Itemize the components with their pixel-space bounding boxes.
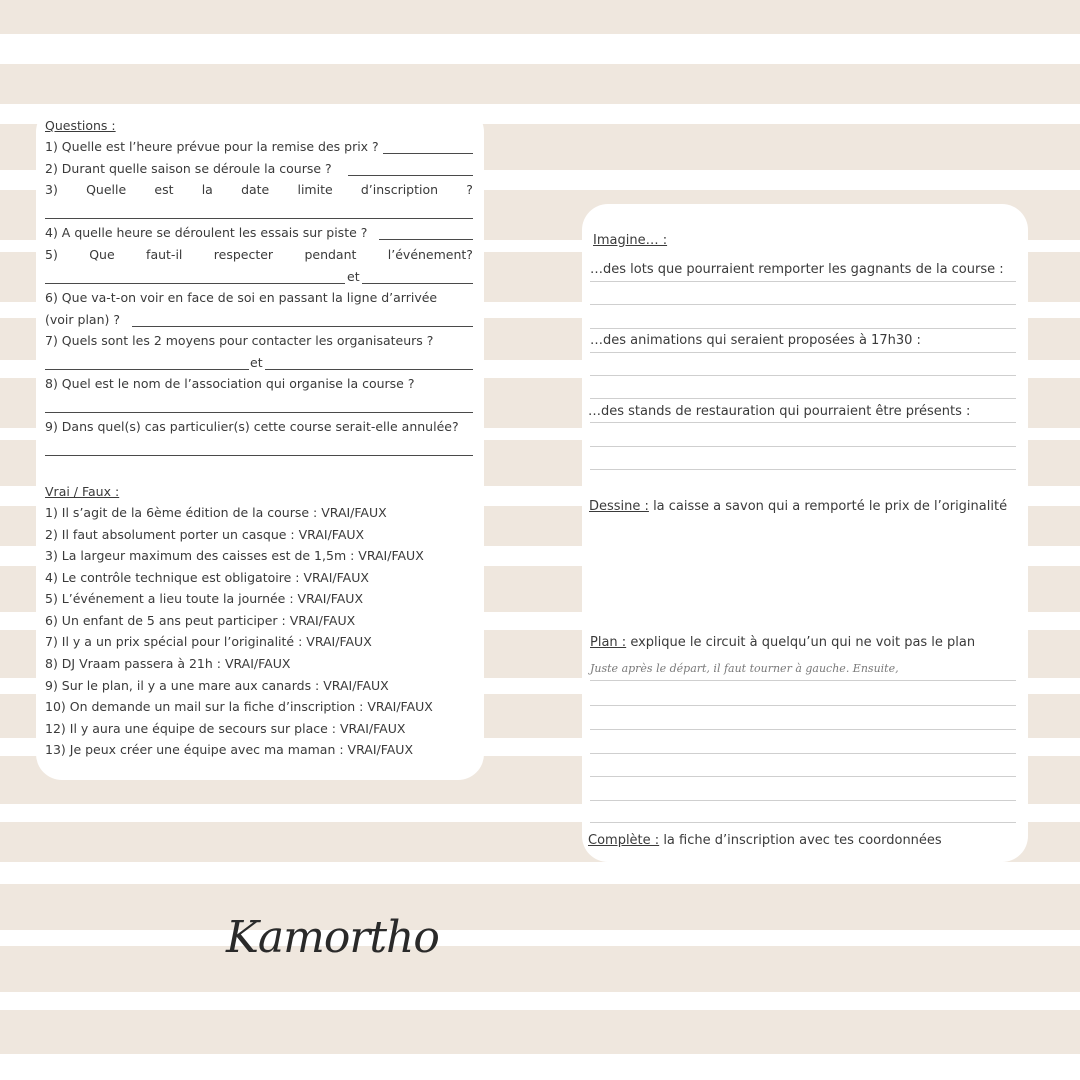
vrai-faux-item: 8) DJ Vraam passera à 21h : VRAI/FAUX xyxy=(45,656,291,671)
imagine-prompt-lots: …des lots que pourraient remporter les gagnants de la course : xyxy=(590,262,1004,277)
drawing-area[interactable] xyxy=(590,520,1016,620)
answer-line[interactable] xyxy=(45,369,249,370)
answer-line[interactable] xyxy=(45,218,473,219)
question-8: 8) Quel est le nom de l’association qui organise la course ? xyxy=(45,376,415,391)
vrai-faux-item: 13) Je peux créer une équipe avec ma maman : VRAI/FAUX xyxy=(45,742,414,757)
stripe xyxy=(0,884,1080,930)
complete-instruction xyxy=(588,833,942,849)
vrai-faux-item: 5) L’événement a lieu toute la journée : VRAI/FAUX xyxy=(45,591,364,606)
writing-line[interactable] xyxy=(590,800,1016,801)
question-7: 7) Quels sont les 2 moyens pour contacter les organisateurs ? xyxy=(45,333,434,348)
answer-line[interactable] xyxy=(265,369,473,370)
vrai-faux-item: 12) Il y aura une équipe de secours sur place : VRAI/FAUX xyxy=(45,721,406,736)
writing-line[interactable] xyxy=(590,705,1016,706)
vrai-faux-item: 2) Il faut absolument porter un casque : VRAI/FAUX xyxy=(45,527,365,542)
writing-line[interactable] xyxy=(590,469,1016,470)
writing-line[interactable] xyxy=(590,446,1016,447)
answer-line[interactable] xyxy=(45,412,473,413)
answer-line[interactable] xyxy=(379,239,473,240)
imagine-heading: Imagine… : xyxy=(593,233,668,248)
vrai-faux-item: 9) Sur le plan, il y a une mare aux canards : VRAI/FAUX xyxy=(45,678,389,693)
answer-line[interactable] xyxy=(132,326,473,327)
question-2: 2) Durant quelle saison se déroule la course ? xyxy=(45,161,332,176)
dessine-label: Dessine : xyxy=(589,499,649,514)
signature: Kamortho xyxy=(226,912,439,963)
question-7-et: et xyxy=(250,355,263,370)
vrai-faux-item: 1) Il s’agit de la 6ème édition de la course : VRAI/FAUX xyxy=(45,505,387,520)
question-1: 1) Quelle est l’heure prévue pour la remise des prix ? xyxy=(45,139,379,154)
answer-line[interactable] xyxy=(348,175,473,176)
writing-line[interactable] xyxy=(590,352,1016,353)
question-6: 6) Que va-t-on voir en face de soi en passant la ligne d’arrivée xyxy=(45,290,438,305)
plan-example-text: Juste après le départ, il faut tourner à gauche. Ensuite, xyxy=(590,662,899,675)
plan-instruction xyxy=(590,635,975,651)
imagine-prompt-stands: …des stands de restauration qui pourraient être présents : xyxy=(588,404,971,419)
writing-line[interactable] xyxy=(590,281,1016,282)
question-9: 9) Dans quel(s) cas particulier(s) cette course serait-elle annulée? xyxy=(45,419,459,434)
complete-label: Complète : xyxy=(588,833,660,848)
writing-line[interactable] xyxy=(590,375,1016,376)
question-3: 3) Quelle est la date limite d’inscription ? xyxy=(45,182,473,197)
stripe xyxy=(0,946,1080,992)
answer-line[interactable] xyxy=(383,153,473,154)
writing-line[interactable] xyxy=(590,398,1016,399)
writing-line[interactable] xyxy=(590,304,1016,305)
writing-line[interactable] xyxy=(590,822,1016,823)
stripe xyxy=(0,0,1080,34)
vrai-faux-item: 6) Un enfant de 5 ans peut participer : VRAI/FAUX xyxy=(45,613,356,628)
writing-line[interactable] xyxy=(590,680,1016,681)
questions-heading: Questions : xyxy=(45,118,116,133)
question-6-cont: (voir plan) ? xyxy=(45,312,120,327)
question-5: 5) Que faut-il respecter pendant l’événement? xyxy=(45,247,473,262)
vrai-faux-heading: Vrai / Faux : xyxy=(45,484,120,499)
complete-text: la fiche d’inscription avec tes coordonnées xyxy=(663,833,942,848)
answer-line[interactable] xyxy=(45,283,345,284)
plan-text: explique le circuit à quelqu’un qui ne voit pas le plan xyxy=(630,635,976,650)
imagine-prompt-animations: …des animations qui seraient proposées à 17h30 : xyxy=(590,333,921,348)
stripe xyxy=(0,1010,1080,1054)
writing-line[interactable] xyxy=(590,776,1016,777)
vrai-faux-item: 4) Le contrôle technique est obligatoire : VRAI/FAUX xyxy=(45,570,369,585)
answer-line[interactable] xyxy=(45,455,473,456)
plan-label: Plan : xyxy=(590,635,627,650)
writing-line[interactable] xyxy=(590,729,1016,730)
answer-line[interactable] xyxy=(362,283,473,284)
dessine-text: la caisse a savon qui a remporté le prix de l’originalité xyxy=(653,499,1008,514)
question-5-et: et xyxy=(347,269,360,284)
writing-line[interactable] xyxy=(590,328,1016,329)
vrai-faux-item: 7) Il y a un prix spécial pour l’originalité : VRAI/FAUX xyxy=(45,634,372,649)
dessine-instruction xyxy=(589,499,1007,515)
writing-line[interactable] xyxy=(590,422,1016,423)
writing-line[interactable] xyxy=(590,753,1016,754)
vrai-faux-item: 10) On demande un mail sur la fiche d’inscription : VRAI/FAUX xyxy=(45,699,433,714)
stripe xyxy=(0,64,1080,104)
questions-card xyxy=(36,106,484,780)
question-4: 4) A quelle heure se déroulent les essais sur piste ? xyxy=(45,225,368,240)
vrai-faux-item: 3) La largeur maximum des caisses est de 1,5m : VRAI/FAUX xyxy=(45,548,424,563)
